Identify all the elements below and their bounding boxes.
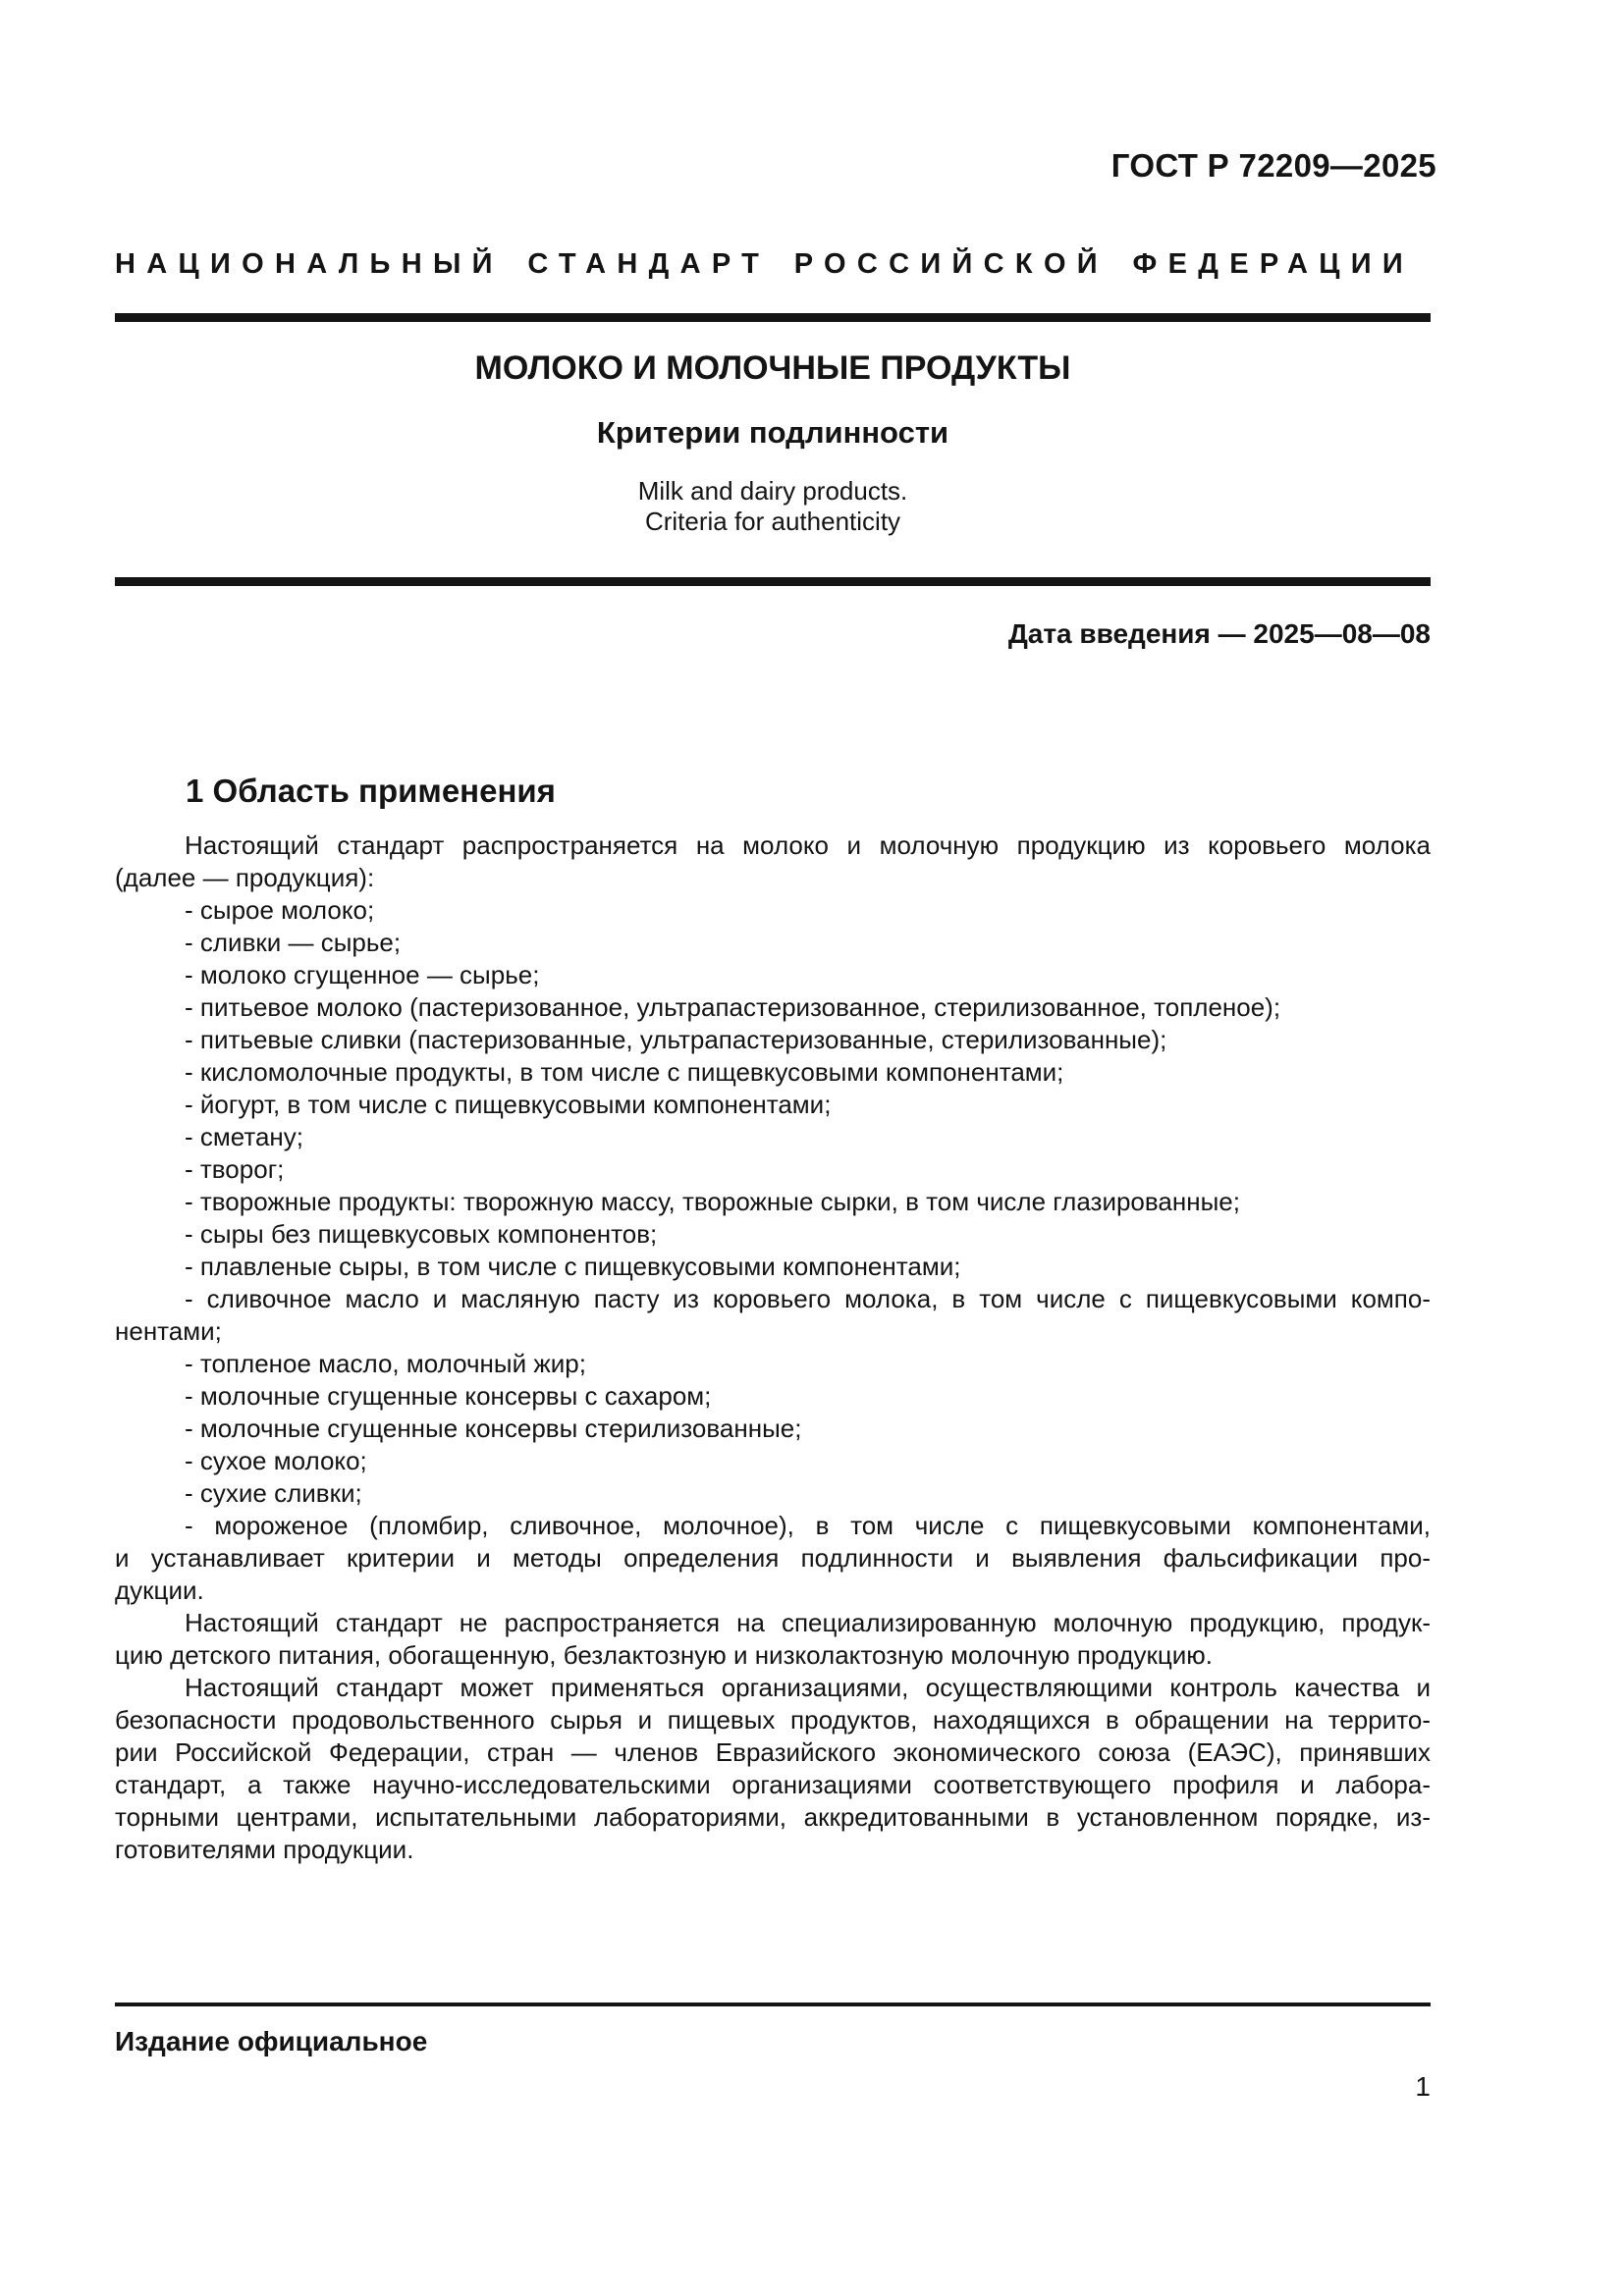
document-title-en (115, 476, 1431, 537)
text-line: дукции. (115, 1575, 204, 1605)
text-line: безопасности продовольственного сырья и пищевых продуктов, находящихся в обращении на террито- (115, 1705, 1431, 1735)
list-item (115, 1413, 1431, 1445)
list-item (115, 1186, 1431, 1218)
text-line: и устанавливает критерии и методы определения подлинности и выявления фальсификации про- (115, 1543, 1431, 1573)
document-title-en-line1: Milk and dairy products. (637, 476, 908, 506)
text-line: - сливочное масло и масляную пасту из коровьего молока, в том числе с пищевкусовыми компо- (185, 1284, 1431, 1313)
document-title-ru: МОЛОКО И МОЛОЧНЫЕ ПРОДУКТЫ (474, 349, 1071, 387)
list-item (115, 894, 1431, 927)
header-rule (115, 313, 1431, 322)
text-line: Настоящий стандарт распространяется на молоко и молочную продукцию из коровьего молока (185, 830, 1431, 860)
text-line: - сыры без пищевкусовых компонентов; (185, 1219, 658, 1249)
document-title-en-line2: Criteria for authenticity (644, 507, 901, 536)
text-line: - молоко сгущенное — сырье; (185, 960, 540, 989)
paragraph (115, 1607, 1431, 1672)
text-line: нентами; (115, 1316, 222, 1346)
paragraph (115, 829, 1431, 894)
text-line: (далее — продукция): (115, 863, 375, 892)
text-line: - сырое молоко; (185, 895, 375, 925)
list-item (115, 1283, 1431, 1348)
list-item (115, 1445, 1431, 1477)
list-item (115, 1024, 1431, 1056)
list-item (115, 991, 1431, 1024)
text-line: - топленое масло, молочный жир; (185, 1349, 586, 1378)
paragraph (115, 1672, 1431, 1866)
national-standard-banner: НАЦИОНАЛЬНЫЙ СТАНДАРТ РОССИЙСКОЙ ФЕДЕРАЦИИ (115, 248, 1415, 280)
text-line: - молочные сгущенные консервы стерилизованные; (185, 1414, 802, 1443)
text-line: стандарт, а также научно-исследовательскими организациями соответствующего профиля и лабора- (115, 1770, 1431, 1799)
text-line: Настоящий стандарт не распространяется на специализированную молочную продукцию, продук- (185, 1608, 1431, 1637)
section-1-body (115, 829, 1431, 1866)
footer-rule (115, 2002, 1431, 2006)
list-item (115, 927, 1431, 959)
list-item (115, 1380, 1431, 1413)
list-item (115, 1251, 1431, 1283)
text-line: - сливки — сырье; (185, 928, 402, 957)
text-line: - йогурт, в том числе с пищевкусовыми компонентами; (185, 1090, 832, 1119)
list-item (115, 1121, 1431, 1153)
list-item (115, 1089, 1431, 1121)
document-subtitle-ru: Критерии подлинности (596, 415, 949, 450)
text-line: - плавленые сыры, в том числе с пищевкусовыми компонентами; (185, 1252, 961, 1281)
text-line: - мороженое (пломбир, сливочное, молочное), в том числе с пищевкусовыми компонентами, (185, 1511, 1431, 1540)
text-line: торными центрами, испытательными лабораториями, аккредитованными в установленном порядке, из- (115, 1802, 1431, 1832)
text-line: - питьевые сливки (пастеризованные, ультрапастеризованные, стерилизованные); (185, 1025, 1167, 1054)
text-line: - сухие сливки; (185, 1478, 362, 1508)
text-line: - молочные сгущенные консервы с сахаром; (185, 1381, 712, 1411)
text-line: - творожные продукты: творожную массу, творожные сырки, в том числе глазированные; (185, 1187, 1240, 1216)
list-item (115, 1056, 1431, 1089)
list-item (115, 1153, 1431, 1186)
page-number: 1 (1415, 2071, 1431, 2102)
text-line: - сметану; (185, 1122, 304, 1151)
text-line: - сухое молоко; (185, 1446, 367, 1475)
list-item (115, 959, 1431, 991)
effective-date: Дата введения — 2025—08—08 (1007, 618, 1431, 649)
list-item (115, 1218, 1431, 1251)
text-line: - творог; (185, 1154, 285, 1184)
text-line: Настоящий стандарт может применяться организациями, осуществляющими контроль качества и (185, 1673, 1431, 1702)
list-item (115, 1510, 1431, 1607)
section-1-heading: 1 Область применения (186, 773, 556, 809)
title-rule (115, 577, 1431, 586)
text-line: рии Российской Федерации, стран — членов Евразийского экономического союза (ЕАЭС), принявших (115, 1737, 1431, 1767)
list-item (115, 1348, 1431, 1380)
edition-note: Издание официальное (115, 2026, 428, 2056)
list-item (115, 1477, 1431, 1510)
text-line: цию детского питания, обогащенную, безлактозную и низколактозную молочную продукцию. (115, 1640, 1213, 1670)
text-line: готовителями продукции. (115, 1835, 414, 1864)
standard-designation: ГОСТ Р 72209—2025 (1110, 147, 1436, 184)
text-line: - питьевое молоко (пастеризованное, ультрапастеризованное, стерилизованное, топленое); (185, 992, 1281, 1022)
text-line: - кисломолочные продукты, в том числе с пищевкусовыми компонентами; (185, 1057, 1064, 1087)
